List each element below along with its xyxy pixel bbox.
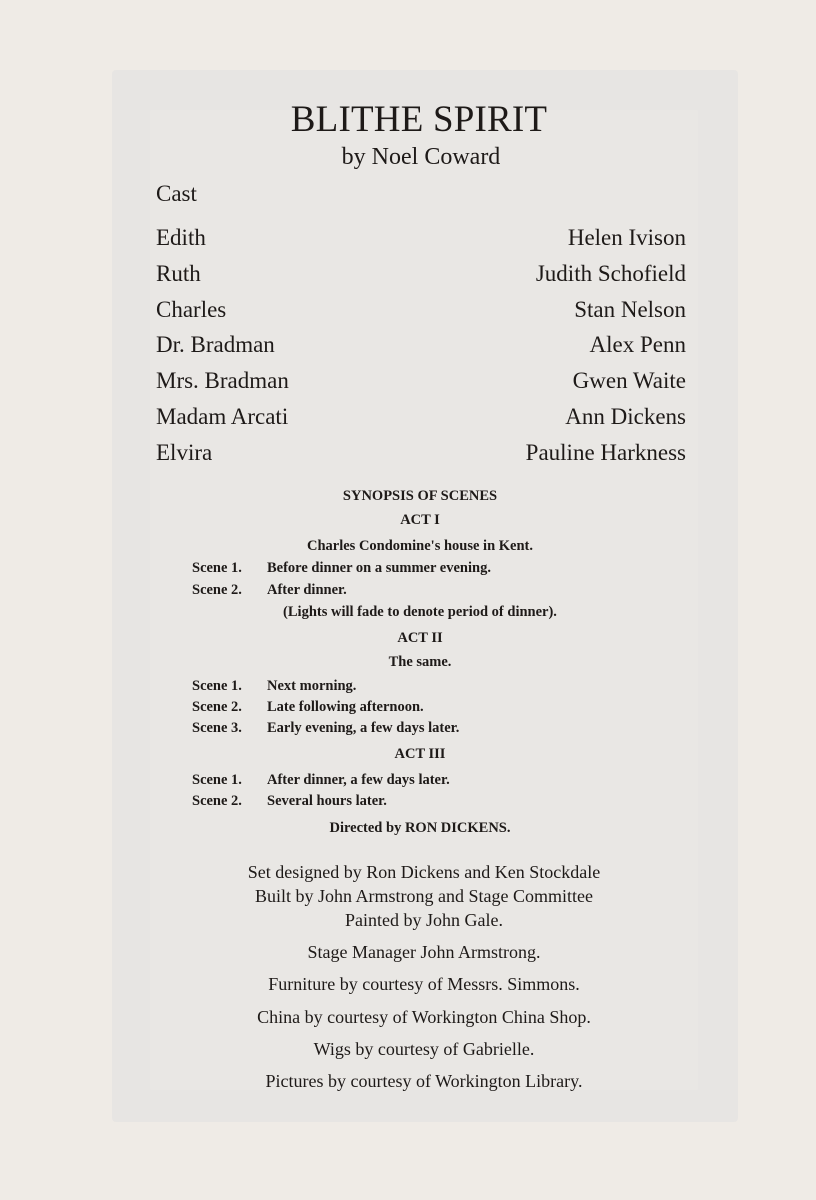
character-name: Edith xyxy=(156,225,206,250)
character-name: Elvira xyxy=(156,439,213,465)
cast-heading: Cast xyxy=(156,181,197,206)
character-name: Madam Arcati xyxy=(156,403,289,429)
actor-name: Gwen Waite xyxy=(572,368,686,394)
scene-row xyxy=(192,718,632,738)
act-2-setting: The same. xyxy=(388,654,452,670)
pictures-credit: Pictures by courtesy of Workington Library. xyxy=(265,1071,583,1091)
actor-name: Alex Penn xyxy=(589,332,686,358)
synopsis-heading: SYNOPSIS OF SCENES xyxy=(342,488,498,504)
scene-label: Scene 3. xyxy=(192,720,242,736)
scene-label: Scene 2. xyxy=(192,582,242,598)
act-1-setting: Charles Condomine's house in Kent. xyxy=(307,538,533,554)
character-name: Ruth xyxy=(156,260,201,286)
cast-row xyxy=(156,294,686,330)
cast-row xyxy=(156,365,686,401)
cast-row xyxy=(156,222,686,258)
scene-row xyxy=(192,697,632,717)
play-author: by Noel Coward xyxy=(341,144,501,170)
scene-description: Next morning. xyxy=(267,678,357,694)
scene-label: Scene 2. xyxy=(192,793,242,809)
furniture-credit: Furniture by courtesy of Messrs. Simmons. xyxy=(268,974,580,994)
scene-description: Several hours later. xyxy=(267,793,387,809)
scene-row xyxy=(192,558,632,578)
act-1-note: (Lights will fade to denote period of dinner). xyxy=(283,604,557,620)
stage-manager-credit: Stage Manager John Armstrong. xyxy=(307,942,541,962)
scene-label: Scene 1. xyxy=(192,678,242,694)
character-name: Mrs. Bradman xyxy=(156,368,289,394)
cast-row xyxy=(156,401,686,437)
scene-description: After dinner. xyxy=(267,582,347,598)
cast-row xyxy=(156,437,686,473)
actor-name: Ann Dickens xyxy=(565,403,686,429)
act-3-label: ACT III xyxy=(394,746,446,762)
builder-credit: Built by John Armstrong and Stage Committee xyxy=(255,886,593,906)
scene-description: After dinner, a few days later. xyxy=(267,772,450,788)
actor-name: Stan Nelson xyxy=(574,296,686,322)
play-title: BLITHE SPIRIT xyxy=(290,99,548,140)
character-name: Charles xyxy=(156,296,227,322)
cast-list xyxy=(156,222,686,473)
actor-name: Helen Ivison xyxy=(567,225,686,250)
scene-row xyxy=(192,580,632,600)
painter-credit: Painted by John Gale. xyxy=(345,910,503,930)
china-credit: China by courtesy of Workington China Shop. xyxy=(257,1007,591,1027)
scene-row xyxy=(192,770,632,790)
set-design-credit: Set designed by Ron Dickens and Ken Stockdale xyxy=(247,862,601,882)
cast-row xyxy=(156,258,686,294)
scene-row xyxy=(192,791,632,811)
scene-label: Scene 1. xyxy=(192,560,242,576)
actor-name: Pauline Harkness xyxy=(525,439,686,465)
wigs-credit: Wigs by courtesy of Gabrielle. xyxy=(313,1039,535,1059)
scene-description: Late following afternoon. xyxy=(267,699,424,715)
scene-label: Scene 1. xyxy=(192,772,242,788)
cast-row xyxy=(156,329,686,365)
scene-label: Scene 2. xyxy=(192,699,242,715)
scene-description: Before dinner on a summer evening. xyxy=(267,560,491,576)
character-name: Dr. Bradman xyxy=(156,332,275,358)
act-1-label: ACT I xyxy=(400,512,440,528)
actor-name: Judith Schofield xyxy=(535,260,686,286)
scene-description: Early evening, a few days later. xyxy=(267,720,460,736)
scene-row xyxy=(192,676,632,696)
act-2-label: ACT II xyxy=(397,630,443,646)
director-credit: Directed by RON DICKENS. xyxy=(329,820,511,836)
